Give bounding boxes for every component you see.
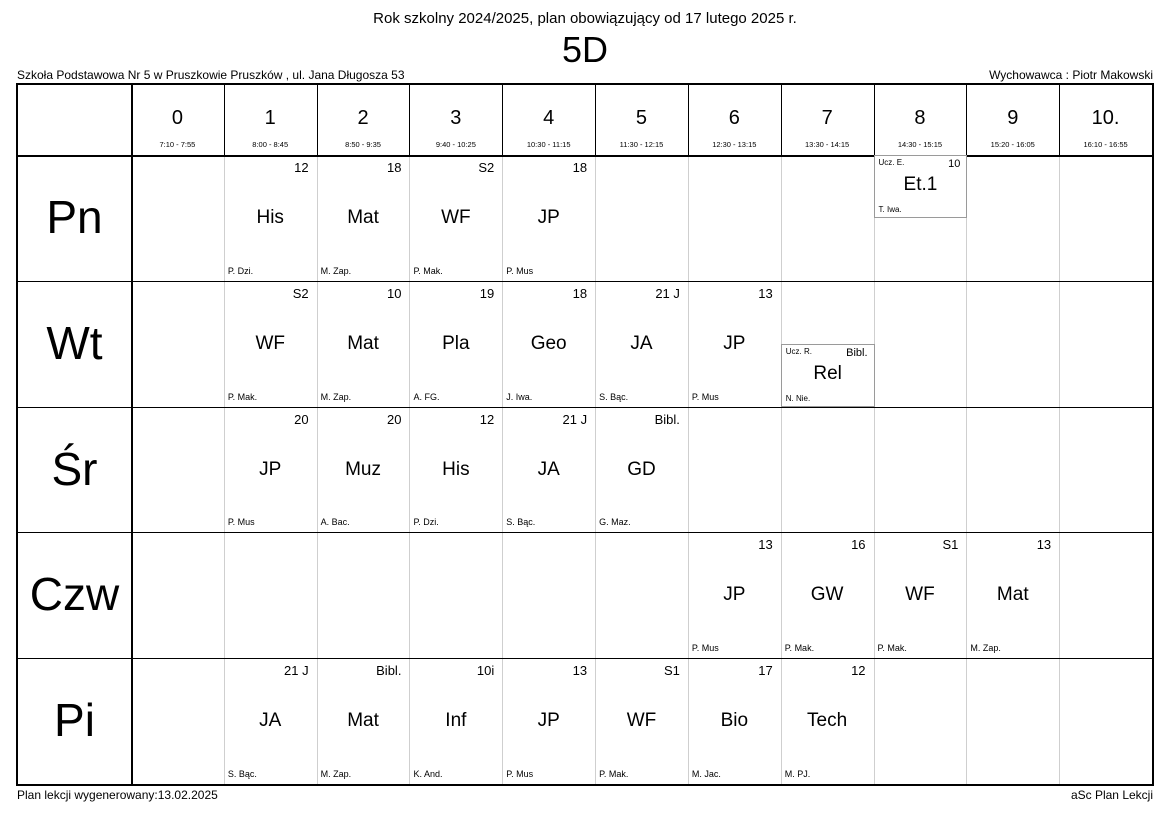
lesson-teacher: P. Mak. <box>877 643 907 654</box>
day-label: Czw <box>29 568 120 621</box>
lesson-room: 21 J <box>562 411 588 427</box>
form-teacher: Wychowawca : Piotr Makowski <box>989 68 1153 82</box>
period-header <box>317 85 410 155</box>
lesson-room: 12 <box>294 160 309 175</box>
lesson-room: Bibl. <box>376 663 402 679</box>
lesson-teacher: P. Mak. <box>784 643 815 654</box>
day-column-divider <box>131 85 133 784</box>
lesson-teacher: P. Mus <box>506 768 534 779</box>
lesson-teacher: P. Mak. <box>599 768 629 779</box>
period-header <box>874 85 967 155</box>
lesson-cell[interactable] <box>874 532 967 658</box>
period-header <box>595 85 688 155</box>
class-name: 5D <box>561 29 609 70</box>
lesson-cell[interactable] <box>688 658 781 784</box>
lesson-room: 10 <box>948 158 961 170</box>
lesson-subject: Mat <box>347 207 379 228</box>
lesson-cell[interactable] <box>224 407 317 533</box>
lesson-subject: Mat <box>347 332 379 354</box>
lesson-subject: JA <box>259 710 282 732</box>
lesson-room: 18 <box>572 285 588 301</box>
period-time: 10:30 - 11:15 <box>526 140 571 149</box>
lesson-cell[interactable] <box>781 532 874 658</box>
lesson-subject: Geo <box>530 332 567 354</box>
lesson-subject: JA <box>630 332 653 354</box>
lesson-cell[interactable] <box>502 658 595 784</box>
lesson-cell[interactable] <box>595 281 688 407</box>
lesson-subject: Muz <box>345 458 381 480</box>
lesson-teacher: A. Bac. <box>320 517 350 528</box>
lesson-room: S2 <box>478 160 495 175</box>
lesson-cell[interactable] <box>595 407 688 533</box>
period-time: 7:10 - 7:55 <box>159 140 196 149</box>
lesson-teacher: P. Mus <box>691 391 719 402</box>
lesson-teacher: P. Mak. <box>413 265 443 276</box>
lesson-teacher: M. Zap. <box>970 643 1001 654</box>
period-time: 8:00 - 8:45 <box>252 140 289 149</box>
lesson-subject: Mat <box>347 710 379 732</box>
lesson-room: 18 <box>386 160 402 175</box>
group-lesson-cell[interactable] <box>874 155 968 218</box>
lesson-room: 12 <box>479 411 495 427</box>
grid-line <box>874 155 875 784</box>
period-time: 16:10 - 16:55 <box>1083 140 1128 149</box>
lesson-cell[interactable] <box>224 281 317 407</box>
lesson-room: 21 J <box>655 285 680 301</box>
lesson-subject: Et.1 <box>903 174 938 195</box>
lesson-cell[interactable] <box>688 532 781 658</box>
page-title: Rok szkolny 2024/2025, plan obowiązujący od 17 lutego 2025 r. <box>373 10 797 27</box>
day-label: Pi <box>54 694 95 747</box>
lesson-teacher: P. Mus <box>506 265 534 276</box>
lesson-room: 19 <box>479 285 495 301</box>
grid-line <box>966 155 967 784</box>
lesson-group: Ucz. R. <box>785 346 812 356</box>
lesson-subject: Tech <box>807 710 848 732</box>
period-header <box>502 85 595 155</box>
period-number: 2 <box>357 107 369 129</box>
period-header <box>1059 85 1152 155</box>
lesson-cell[interactable] <box>409 281 502 407</box>
lesson-teacher: S. Bąc. <box>506 517 536 528</box>
lesson-cell[interactable] <box>502 407 595 533</box>
lesson-room: 13 <box>758 285 773 301</box>
lesson-room: 17 <box>758 663 773 679</box>
lesson-subject: WF <box>626 710 657 732</box>
lesson-room: 10 <box>386 285 402 301</box>
period-time: 8:50 - 9:35 <box>345 140 381 149</box>
lesson-teacher: P. Mak. <box>227 391 258 402</box>
period-time: 14:30 - 15:15 <box>897 140 943 149</box>
software-credit: aSc Plan Lekcji <box>1070 788 1153 802</box>
lesson-subject: Rel <box>813 362 842 384</box>
grid-line <box>1059 155 1060 784</box>
day-label: Śr <box>51 442 98 495</box>
lesson-cell[interactable] <box>688 281 781 407</box>
timetable-grid <box>16 83 1154 786</box>
lesson-subject: His <box>442 458 470 480</box>
lesson-teacher: K. And. <box>413 768 443 779</box>
lesson-subject: Mat <box>996 584 1029 606</box>
lesson-teacher: P. Dzi. <box>227 265 254 276</box>
lesson-room: 20 <box>386 411 402 427</box>
lesson-room: 13 <box>758 537 773 553</box>
lesson-cell[interactable] <box>502 155 595 281</box>
lesson-cell[interactable] <box>409 155 502 281</box>
lesson-room: 10i <box>476 663 495 679</box>
lesson-cell[interactable] <box>317 658 410 784</box>
lesson-teacher: P. Mus <box>691 643 719 654</box>
lesson-subject: Inf <box>445 710 467 732</box>
period-time: 15:20 - 16:05 <box>990 140 1035 149</box>
lesson-cell[interactable] <box>317 407 410 533</box>
lesson-cell[interactable] <box>224 155 317 281</box>
lesson-teacher: S. Bąc. <box>227 768 257 779</box>
lesson-subject: Pla <box>442 332 470 354</box>
lesson-room: 20 <box>294 411 309 427</box>
lesson-room: S1 <box>942 537 959 553</box>
lesson-cell[interactable] <box>595 658 688 784</box>
lesson-group: Ucz. E. <box>878 158 905 167</box>
lesson-teacher: G. Maz. <box>599 517 631 528</box>
lesson-subject: JA <box>537 458 560 480</box>
day-label: Wt <box>46 316 103 369</box>
period-header <box>781 85 874 155</box>
lesson-subject: JP <box>537 207 560 228</box>
group-lesson-cell[interactable] <box>781 344 875 407</box>
period-number: 3 <box>450 107 462 129</box>
lesson-subject: JP <box>723 332 746 354</box>
lesson-room: 18 <box>572 160 588 175</box>
lesson-teacher: M. PJ. <box>784 768 811 779</box>
lesson-cell[interactable] <box>317 281 410 407</box>
lesson-cell[interactable] <box>409 407 502 533</box>
lesson-subject: WF <box>905 584 935 606</box>
lesson-room: Bibl. <box>654 411 680 427</box>
lesson-room: 21 J <box>284 663 309 679</box>
lesson-teacher: M. Zap. <box>320 768 352 779</box>
lesson-teacher: S. Bąc. <box>599 391 629 402</box>
lesson-teacher: M. Zap. <box>320 391 352 402</box>
lesson-teacher: A. FG. <box>413 391 440 402</box>
generated-date: Plan lekcji wygenerowany:13.02.2025 <box>17 788 218 802</box>
period-time: 12:30 - 13:15 <box>712 140 757 149</box>
lesson-cell[interactable] <box>409 658 502 784</box>
lesson-cell[interactable] <box>502 281 595 407</box>
lesson-teacher: P. Mus <box>227 517 255 528</box>
lesson-room: 12 <box>851 663 866 679</box>
lesson-cell[interactable] <box>966 532 1059 658</box>
lesson-teacher: M. Zap. <box>320 265 352 276</box>
lesson-cell[interactable] <box>317 155 410 281</box>
lesson-subject: JP <box>723 584 746 606</box>
period-number: 9 <box>1007 107 1019 129</box>
lesson-cell[interactable] <box>224 658 317 784</box>
period-header <box>966 85 1059 155</box>
lesson-subject: GW <box>810 584 844 606</box>
lesson-subject: Bio <box>720 710 749 732</box>
lesson-room: Bibl. <box>846 346 868 359</box>
period-header <box>409 85 502 155</box>
period-header <box>224 85 317 155</box>
period-header <box>131 85 224 155</box>
period-time: 9:40 - 10:25 <box>435 140 476 149</box>
lesson-room: 16 <box>851 537 866 553</box>
lesson-subject: WF <box>255 332 285 354</box>
period-time: 13:30 - 14:15 <box>805 140 850 149</box>
lesson-room: 13 <box>572 663 588 679</box>
period-number: 0 <box>171 107 183 129</box>
period-number: 7 <box>821 107 833 129</box>
period-header <box>688 85 781 155</box>
lesson-room: S1 <box>663 663 680 679</box>
period-time: 11:30 - 12:15 <box>619 140 664 149</box>
lesson-room: 13 <box>1036 537 1052 553</box>
lesson-subject: JP <box>259 458 282 480</box>
lesson-subject: GD <box>627 458 656 480</box>
period-number: 4 <box>543 107 555 129</box>
school-name: Szkoła Podstawowa Nr 5 w Pruszkowie Pruszków , ul. Jana Długosza 53 <box>17 68 405 82</box>
lesson-teacher: T. Iwa. <box>878 204 902 214</box>
lesson-subject: WF <box>441 207 471 228</box>
lesson-teacher: P. Dzi. <box>413 517 439 528</box>
day-label: Pn <box>46 191 103 243</box>
lesson-teacher: N. Nie. <box>785 393 811 403</box>
lesson-teacher: J. Iwa. <box>506 391 533 402</box>
period-number: 1 <box>264 107 276 129</box>
lesson-subject: JP <box>537 710 560 732</box>
lesson-cell[interactable] <box>781 658 874 784</box>
period-number: 5 <box>635 107 648 129</box>
lesson-teacher: M. Jac. <box>691 768 721 779</box>
period-number: 6 <box>728 107 740 129</box>
period-number: 10. <box>1091 107 1120 129</box>
lesson-room: S2 <box>292 285 309 301</box>
lesson-subject: His <box>256 207 284 228</box>
period-number: 8 <box>914 107 926 129</box>
